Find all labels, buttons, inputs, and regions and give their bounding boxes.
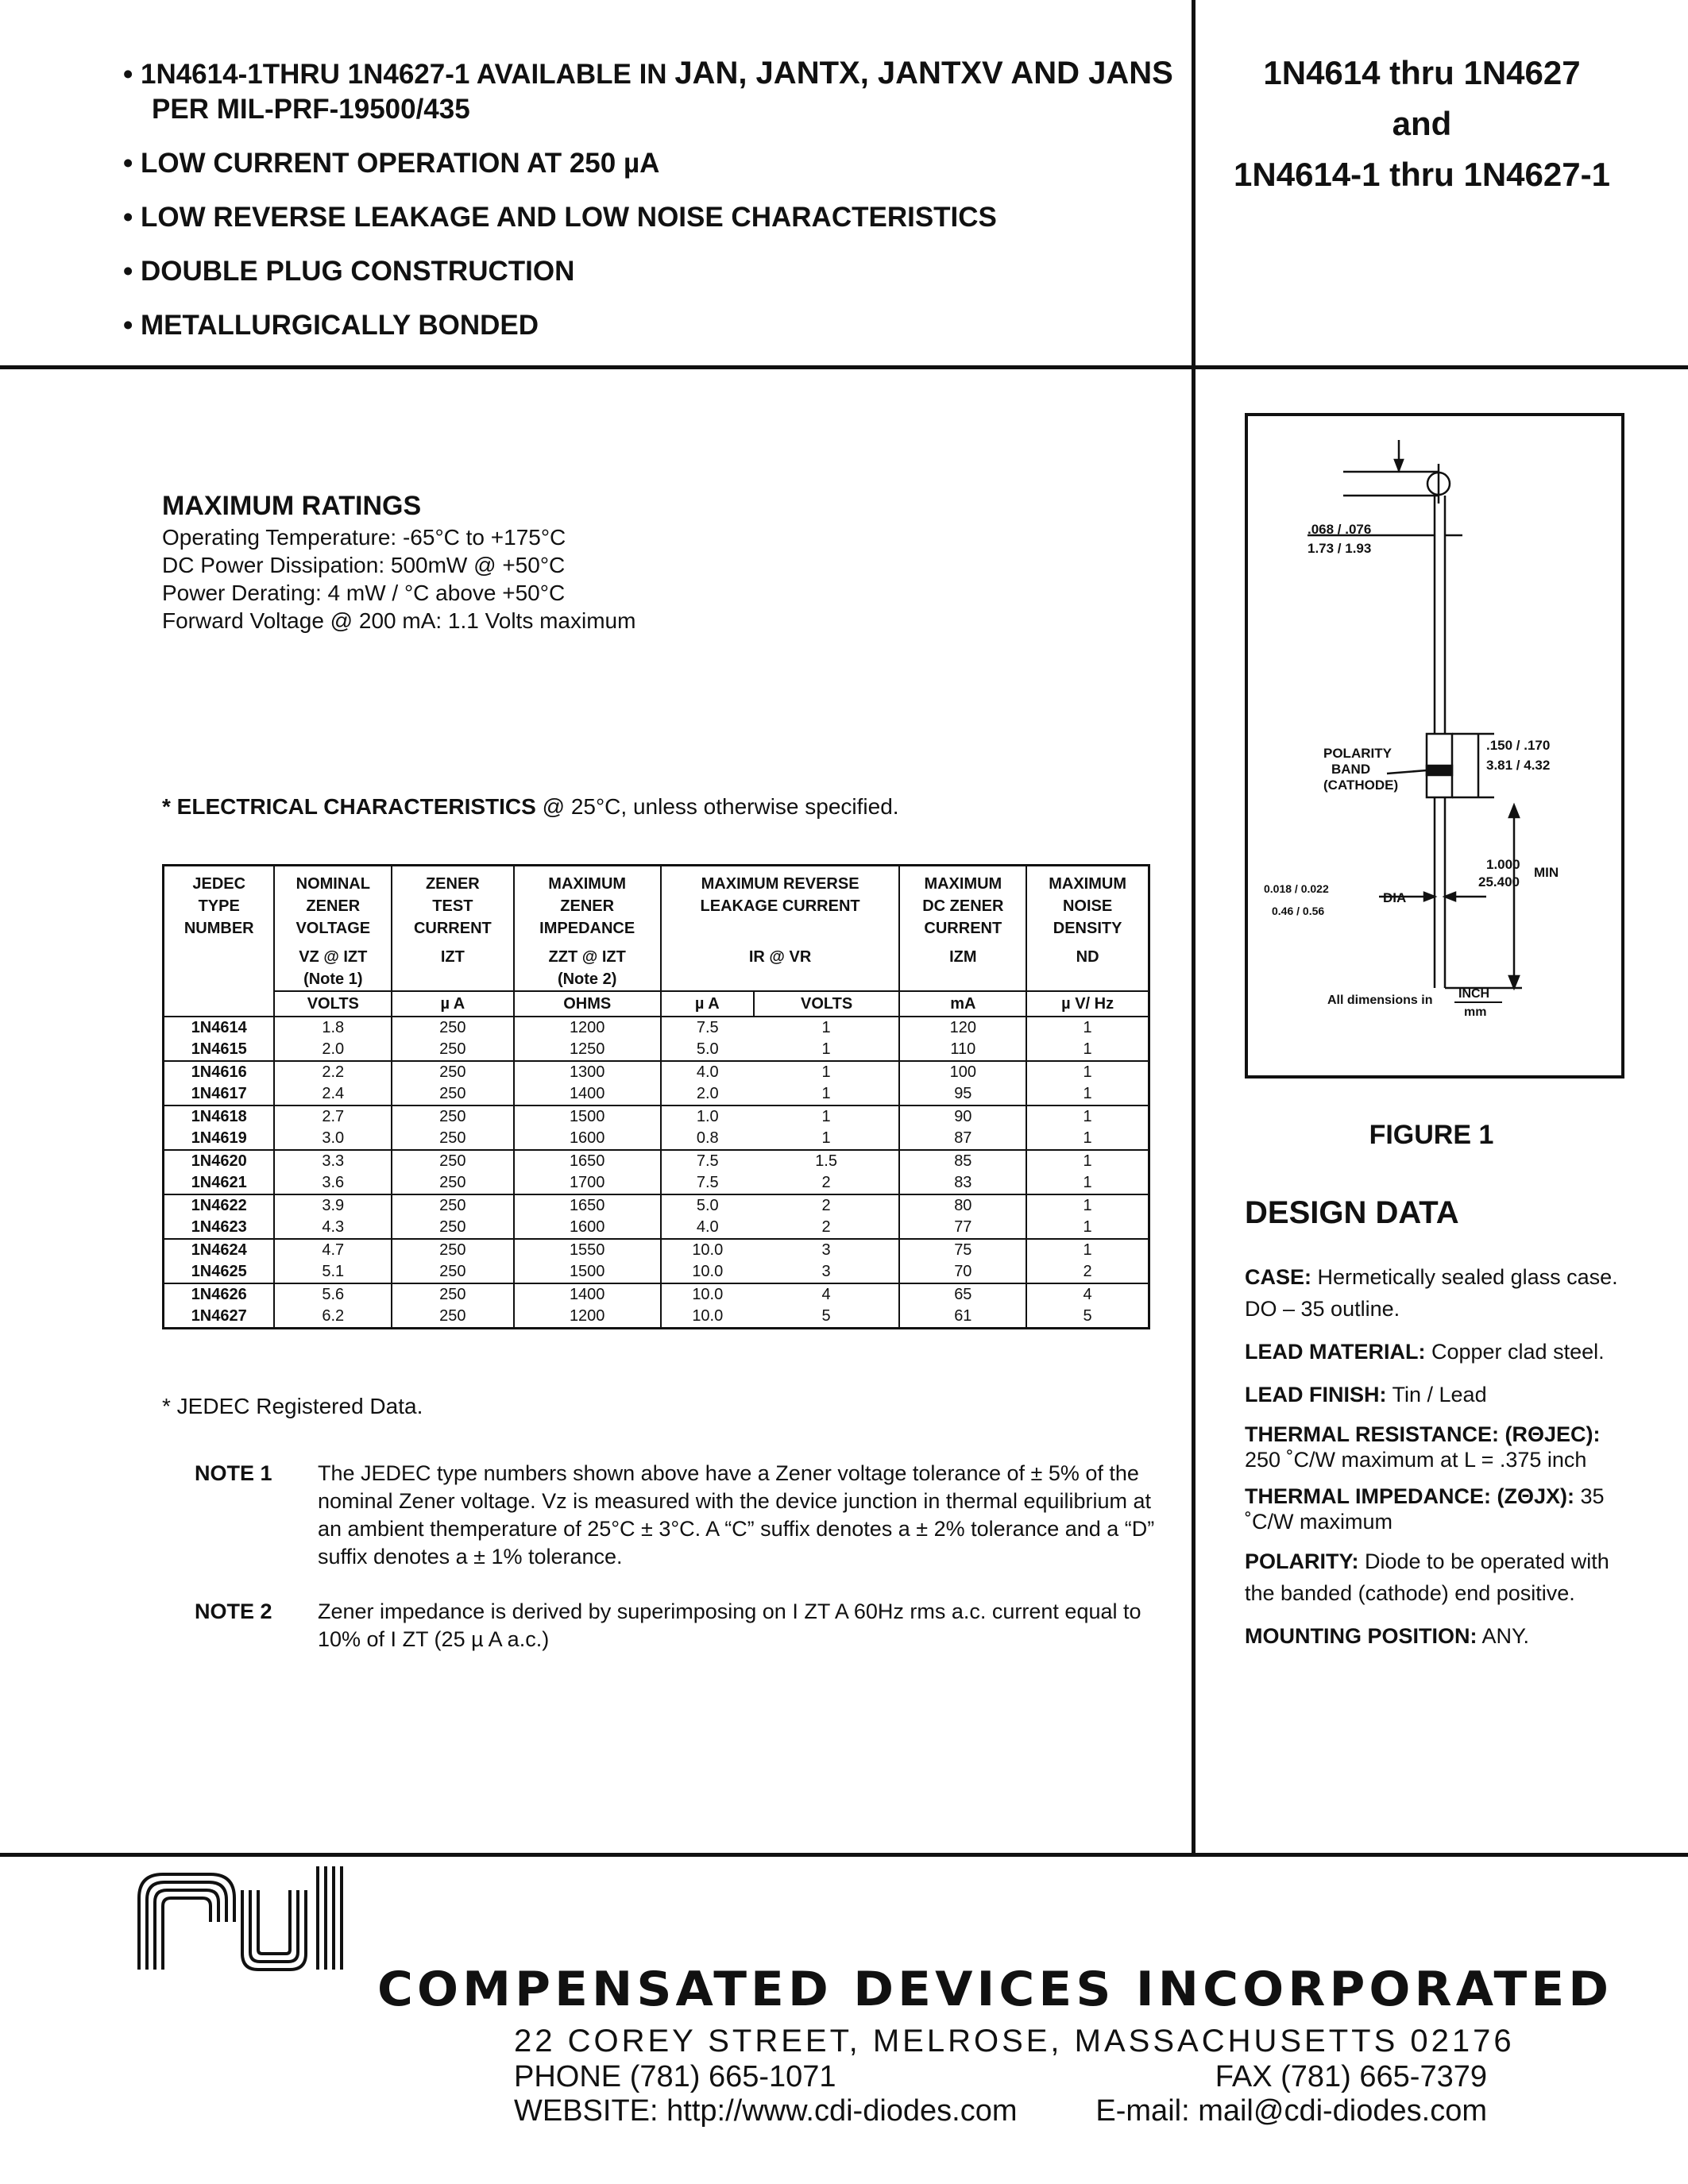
- table-cell: 90: [899, 1106, 1026, 1128]
- header-line: CURRENT: [413, 920, 492, 937]
- fax: FAX (781) 665-7379: [1215, 2060, 1487, 2093]
- table-cell: 250: [392, 1106, 513, 1128]
- table-cell: 5.0: [661, 1194, 754, 1217]
- table-cell: 2.0: [661, 1083, 754, 1106]
- table-cell: 4.3: [274, 1217, 392, 1239]
- column-header: [274, 866, 392, 992]
- unit-cell: VOLTS: [274, 991, 392, 1017]
- table-cell: 61: [899, 1306, 1026, 1329]
- table-units-row: [164, 991, 1149, 1017]
- table-cell: 3: [821, 1241, 831, 1259]
- unit-cell: [164, 991, 275, 1017]
- row-group: [164, 1194, 1149, 1239]
- design-data-title: DESIGN DATA: [1245, 1195, 1459, 1230]
- feature-item: • DOUBLE PLUG CONSTRUCTION: [123, 256, 575, 287]
- part-number-cell: 1N4620: [164, 1150, 275, 1172]
- table-cell: 250: [392, 1217, 513, 1239]
- units-note: All dimensions in: [1327, 994, 1433, 1007]
- do35-outline-drawing: [1248, 416, 1621, 1075]
- units-mm: mm: [1464, 1005, 1487, 1019]
- table-cell: 250: [392, 1194, 513, 1217]
- design-item-mounting: MOUNTING POSITION: ANY.: [1245, 1624, 1530, 1648]
- table-cell: 1: [1026, 1150, 1149, 1172]
- table-cell: 100: [899, 1061, 1026, 1083]
- table-cell: 4: [821, 1286, 831, 1303]
- row-group: [164, 1239, 1149, 1283]
- design-item-thermal-impedance: THERMAL IMPEDANCE: (ZΘJX): 35 ˚C/W maximum: [1245, 1484, 1605, 1534]
- table-cell: 250: [392, 1306, 513, 1329]
- part-number-cell: 1N4625: [164, 1261, 275, 1283]
- ratings-title: MAXIMUM RATINGS: [162, 491, 422, 521]
- table-cell: 1: [1026, 1039, 1149, 1061]
- table-cell: 4: [1026, 1283, 1149, 1306]
- header-line: MAXIMUM: [548, 875, 627, 893]
- table-cell: 70: [899, 1261, 1026, 1283]
- website-link[interactable]: WEBSITE: http://www.cdi-diodes.com: [514, 2094, 1018, 2128]
- rating-line: Power Derating: 4 mW / °C above +50°C: [162, 581, 566, 605]
- table-cell: 1: [1026, 1061, 1149, 1083]
- header-line: MAXIMUM REVERSE: [701, 875, 859, 893]
- table-cell: 250: [392, 1172, 513, 1194]
- header-line: MAXIMUM: [1049, 875, 1126, 893]
- table-cell: 110: [899, 1039, 1026, 1061]
- table-cell: 1: [1026, 1128, 1149, 1150]
- table-cell: 1300: [514, 1061, 661, 1083]
- header-line: DC ZENER: [922, 897, 1004, 915]
- table-cell: 6.2: [274, 1306, 392, 1329]
- table-cell: 1: [1026, 1239, 1149, 1261]
- rating-line: Forward Voltage @ 200 mA: 1.1 Volts maximum: [162, 608, 636, 633]
- table-cell: 1550: [514, 1239, 661, 1261]
- phone: PHONE (781) 665-1071: [514, 2060, 836, 2093]
- header-line: IR @ VR: [748, 948, 812, 966]
- header-line: ZENER: [425, 875, 480, 893]
- table-cell: 83: [899, 1172, 1026, 1194]
- header-line: (Note 2): [557, 970, 617, 988]
- table-cell: 65: [899, 1283, 1026, 1306]
- table-cell: 87: [899, 1128, 1026, 1150]
- table-cell: 1600: [514, 1128, 661, 1150]
- table-cell: 10.0: [661, 1239, 754, 1261]
- dim-body-inch: .150 / .170: [1486, 738, 1551, 753]
- table-cell: 1: [1026, 1172, 1149, 1194]
- rating-line: Operating Temperature: -65°C to +175°C: [162, 525, 566, 550]
- table-cell: 5.0: [661, 1039, 754, 1061]
- header-line: [665, 917, 896, 940]
- table-row: [164, 1172, 1149, 1194]
- table-row: [164, 1017, 1149, 1039]
- table-cell: 1.5: [815, 1152, 837, 1170]
- row-group: [164, 1283, 1149, 1329]
- table-cell: 1700: [514, 1172, 661, 1194]
- table-cell: 2.4: [274, 1083, 392, 1106]
- design-item-thermal-resistance: THERMAL RESISTANCE: (RΘJEC): 250 ˚C/W maximum at L = .375 inch: [1245, 1422, 1601, 1472]
- header-line: TEST: [432, 897, 473, 915]
- part-number-cell: 1N4626: [164, 1283, 275, 1306]
- column-header: [661, 866, 900, 992]
- table-row: [164, 1239, 1149, 1261]
- header-line: MAXIMUM: [924, 875, 1002, 893]
- table-cell: 80: [899, 1194, 1026, 1217]
- header-line: [396, 968, 509, 990]
- design-item-lead-finish: LEAD FINISH: Tin / Lead: [1245, 1383, 1487, 1406]
- electrical-characteristics-table: [162, 864, 1150, 1329]
- table-cell: 5.1: [274, 1261, 392, 1283]
- table-cell: 3.9: [274, 1194, 392, 1217]
- maximum-ratings: [162, 492, 635, 635]
- design-item-polarity: POLARITY: Diode to be operated with the banded (cathode) end positive.: [1245, 1549, 1609, 1605]
- table-cell: 4.0: [661, 1061, 754, 1083]
- table-cell: 2: [821, 1197, 831, 1214]
- table-cell: 95: [899, 1083, 1026, 1106]
- header-line: TYPE: [198, 897, 240, 915]
- table-row: [164, 1261, 1149, 1283]
- table-cell: 250: [392, 1128, 513, 1150]
- note-2: [195, 1598, 1188, 1661]
- part-number-cell: 1N4618: [164, 1106, 275, 1128]
- polarity-label: POLARITY: [1323, 746, 1392, 761]
- header-line: NOMINAL: [295, 875, 370, 893]
- table-cell: 4.7: [274, 1239, 392, 1261]
- dim-length-inch: 1.000: [1486, 857, 1520, 872]
- dia-label: DIA: [1383, 890, 1407, 905]
- table-cell: 7.5: [661, 1017, 754, 1039]
- note-label: NOTE 2: [195, 1599, 272, 1623]
- header-line: CURRENT: [924, 920, 1002, 937]
- column-header: [514, 866, 661, 992]
- table-cell: 2.0: [274, 1039, 392, 1061]
- unit-cell: µ V/ Hz: [1026, 991, 1149, 1017]
- header-divider-vertical: [1192, 0, 1196, 1854]
- table-row: [164, 1306, 1149, 1329]
- table-cell: 1: [1026, 1106, 1149, 1128]
- dim-lead-inch: .068 / .076: [1308, 522, 1372, 537]
- company-name: COMPENSATED DEVICES INCORPORATED: [377, 1962, 1613, 2017]
- table-cell: 250: [392, 1083, 513, 1106]
- feature-item: • 1N4614-1THRU 1N4627-1 AVAILABLE IN JAN, JANTX, JANTXV AND JANS PER MIL-PRF-19500/435: [123, 56, 1173, 125]
- header-line: VOLTAGE: [295, 920, 371, 937]
- footer-rule: [0, 1853, 1688, 1857]
- unit-cell: µ A: [392, 991, 513, 1017]
- phone-fax: [514, 2060, 1487, 2094]
- table-cell: 5.6: [274, 1283, 392, 1306]
- header-line: ZENER: [560, 897, 615, 915]
- column-header: [1026, 866, 1149, 992]
- table-cell: 7.5: [661, 1150, 754, 1172]
- dim-length-mm: 25.400: [1478, 874, 1520, 889]
- header-line: IZT: [440, 948, 465, 966]
- row-group: [164, 1106, 1149, 1150]
- feature-item: • LOW REVERSE LEAKAGE AND LOW NOISE CHARACTERISTICS: [123, 202, 997, 233]
- table-cell: 10.0: [661, 1306, 754, 1329]
- unit-cell: mA: [899, 991, 1026, 1017]
- header-line: VZ @ IZT: [299, 948, 368, 966]
- header-line: [168, 968, 270, 990]
- jedec-note: * JEDEC Registered Data.: [162, 1394, 423, 1418]
- table-cell: 250: [392, 1061, 513, 1083]
- table-cell: 2: [821, 1174, 831, 1191]
- table-cell: 4.0: [661, 1217, 754, 1239]
- design-data: [1245, 1195, 1642, 1663]
- table-cell: 2: [821, 1218, 831, 1236]
- table-header-row: [164, 866, 1149, 992]
- header-rule: [0, 365, 1688, 369]
- table-row: [164, 1039, 1149, 1061]
- part-number-title: 1N4614 thru 1N4627 and 1N4614-1 thru 1N4627-1: [1234, 54, 1610, 193]
- header-line: [1030, 968, 1145, 990]
- table-cell: 3.0: [274, 1128, 392, 1150]
- column-header: [164, 866, 275, 992]
- table-cell: 1200: [514, 1017, 661, 1039]
- feature-list: [123, 56, 1188, 362]
- dim-lead-mm: 1.73 / 1.93: [1308, 541, 1372, 556]
- header-line: ZZT @ IZT: [548, 948, 626, 966]
- column-header: [899, 866, 1026, 992]
- header-line: IZM: [949, 948, 977, 966]
- part-number-cell: 1N4621: [164, 1172, 275, 1194]
- table-cell: 1: [1026, 1017, 1149, 1039]
- header-line: [903, 968, 1022, 990]
- row-group: [164, 1017, 1149, 1061]
- note-label: NOTE 1: [195, 1461, 272, 1485]
- table-cell: 7.5: [661, 1172, 754, 1194]
- part-number-cell: 1N4616: [164, 1061, 275, 1083]
- header-line: ZENER: [306, 897, 361, 915]
- part-number-cell: 1N4627: [164, 1306, 275, 1329]
- table-cell: 2.7: [274, 1106, 392, 1128]
- dia-mm: 0.46 / 0.56: [1272, 905, 1325, 917]
- table-cell: 250: [392, 1261, 513, 1283]
- table-row: [164, 1106, 1149, 1128]
- company-address: 22 COREY STREET, MELROSE, MASSACHUSETTS 02176: [514, 2024, 1515, 2059]
- table-cell: 5: [1026, 1306, 1149, 1329]
- table-cell: 77: [899, 1217, 1026, 1239]
- table-cell: 3.6: [274, 1172, 392, 1194]
- table-cell: 250: [392, 1039, 513, 1061]
- part-number-cell: 1N4622: [164, 1194, 275, 1217]
- header-line: DENSITY: [1053, 920, 1122, 937]
- table-cell: 2.2: [274, 1061, 392, 1083]
- note-text: The JEDEC type numbers shown above have a Zener voltage tolerance of ± 5% of the nominal Zener voltage. Vz is measured with the device junction in thermal equilibrium at an ambient themperature of 25°C ± 3°C. A “C” suffix denotes a ± 2% tolerance and a “D” suffix denotes a ± 1% tolerance.: [318, 1461, 1155, 1569]
- table-row: [164, 1283, 1149, 1306]
- design-item-case: CASE: Hermetically sealed glass case. DO – 35 outline.: [1245, 1265, 1618, 1321]
- unit-cell: OHMS: [514, 991, 661, 1017]
- dim-body-mm: 3.81 / 4.32: [1486, 758, 1551, 773]
- table-row: [164, 1150, 1149, 1172]
- table-cell: 250: [392, 1017, 513, 1039]
- table-cell: 1: [1026, 1217, 1149, 1239]
- table-row: [164, 1194, 1149, 1217]
- part-number-cell: 1N4624: [164, 1239, 275, 1261]
- header-line: (Note 1): [303, 970, 363, 988]
- header-line: IMPEDANCE: [539, 920, 635, 937]
- table-cell: 85: [899, 1150, 1026, 1172]
- table-cell: 3: [821, 1263, 831, 1280]
- table-row: [164, 1217, 1149, 1239]
- row-group: [164, 1150, 1149, 1194]
- table-cell: 10.0: [661, 1283, 754, 1306]
- figure-1-box: [1245, 413, 1624, 1078]
- table-cell: 1200: [514, 1306, 661, 1329]
- row-group: [164, 1061, 1149, 1106]
- header-line: ND: [1076, 948, 1099, 966]
- cdi-logo: [131, 1866, 369, 1978]
- table-cell: 1: [821, 1108, 831, 1125]
- web-email: [514, 2094, 1487, 2128]
- table-cell: 1500: [514, 1106, 661, 1128]
- part-number-cell: 1N4615: [164, 1039, 275, 1061]
- note-1: [195, 1460, 1188, 1579]
- table-cell: 1: [821, 1063, 831, 1081]
- table-cell: 250: [392, 1239, 513, 1261]
- dia-inch: 0.018 / 0.022: [1264, 882, 1329, 895]
- table-cell: 1: [821, 1040, 831, 1058]
- table-cell: 1.0: [661, 1106, 754, 1128]
- header-line: NOISE: [1062, 897, 1113, 915]
- table-cell: 250: [392, 1283, 513, 1306]
- email-link[interactable]: E-mail: mail@cdi-diodes.com: [1095, 2094, 1487, 2128]
- table-cell: 1: [821, 1019, 831, 1036]
- table-cell: 1400: [514, 1083, 661, 1106]
- design-item-lead-material: LEAD MATERIAL: Copper clad steel.: [1245, 1340, 1605, 1364]
- header-line: JEDEC: [192, 875, 246, 893]
- note-text: Zener impedance is derived by superimposing on I ZT A 60Hz rms a.c. current equal to 10% of I ZT (25 µ A a.c.): [318, 1599, 1141, 1651]
- figure-caption: FIGURE 1: [1369, 1120, 1494, 1150]
- header-line: [168, 946, 270, 968]
- table-cell: 1650: [514, 1150, 661, 1172]
- table-cell: 1400: [514, 1283, 661, 1306]
- table-cell: 1650: [514, 1194, 661, 1217]
- table-cell: 1250: [514, 1039, 661, 1061]
- table-cell: 1600: [514, 1217, 661, 1239]
- unit-cell: µ A: [661, 991, 754, 1017]
- table-cell: 1: [1026, 1083, 1149, 1106]
- column-header: [392, 866, 513, 992]
- table-cell: 0.8: [661, 1128, 754, 1150]
- table-cell: 75: [899, 1239, 1026, 1261]
- part-number-cell: 1N4617: [164, 1083, 275, 1106]
- table-cell: 1500: [514, 1261, 661, 1283]
- part-number-cell: 1N4614: [164, 1017, 275, 1039]
- table-cell: 120: [899, 1017, 1026, 1039]
- part-number-cell: 1N4623: [164, 1217, 275, 1239]
- dim-length-min: MIN: [1534, 865, 1559, 880]
- unit-cell: VOLTS: [754, 991, 900, 1017]
- table-cell: 3.3: [274, 1150, 392, 1172]
- table-cell: 250: [392, 1150, 513, 1172]
- table-row: [164, 1083, 1149, 1106]
- table-row: [164, 1128, 1149, 1150]
- table-cell: 1.8: [274, 1017, 392, 1039]
- header-line: NUMBER: [183, 920, 254, 937]
- polarity-cathode: (CATHODE): [1323, 778, 1399, 793]
- polarity-band: BAND: [1331, 762, 1371, 777]
- header-line: LEAKAGE CURRENT: [700, 897, 860, 915]
- table-cell: 10.0: [661, 1261, 754, 1283]
- table-cell: 1: [821, 1129, 831, 1147]
- units-inch: INCH: [1458, 987, 1490, 1001]
- feature-item: • LOW CURRENT OPERATION AT 250 µA: [123, 148, 660, 179]
- table-cell: 1: [1026, 1194, 1149, 1217]
- rating-line: DC Power Dissipation: 500mW @ +50°C: [162, 553, 566, 577]
- electrical-characteristics-title: * ELECTRICAL CHARACTERISTICS @ 25°C, unless otherwise specified.: [162, 794, 899, 819]
- table-cell: 5: [821, 1307, 831, 1325]
- table-row: [164, 1061, 1149, 1083]
- table-cell: 1: [821, 1085, 831, 1102]
- table-cell: 2: [1026, 1261, 1149, 1283]
- part-number-cell: 1N4619: [164, 1128, 275, 1150]
- header-line: [665, 968, 896, 990]
- feature-item: • METALLURGICALLY BONDED: [123, 310, 539, 341]
